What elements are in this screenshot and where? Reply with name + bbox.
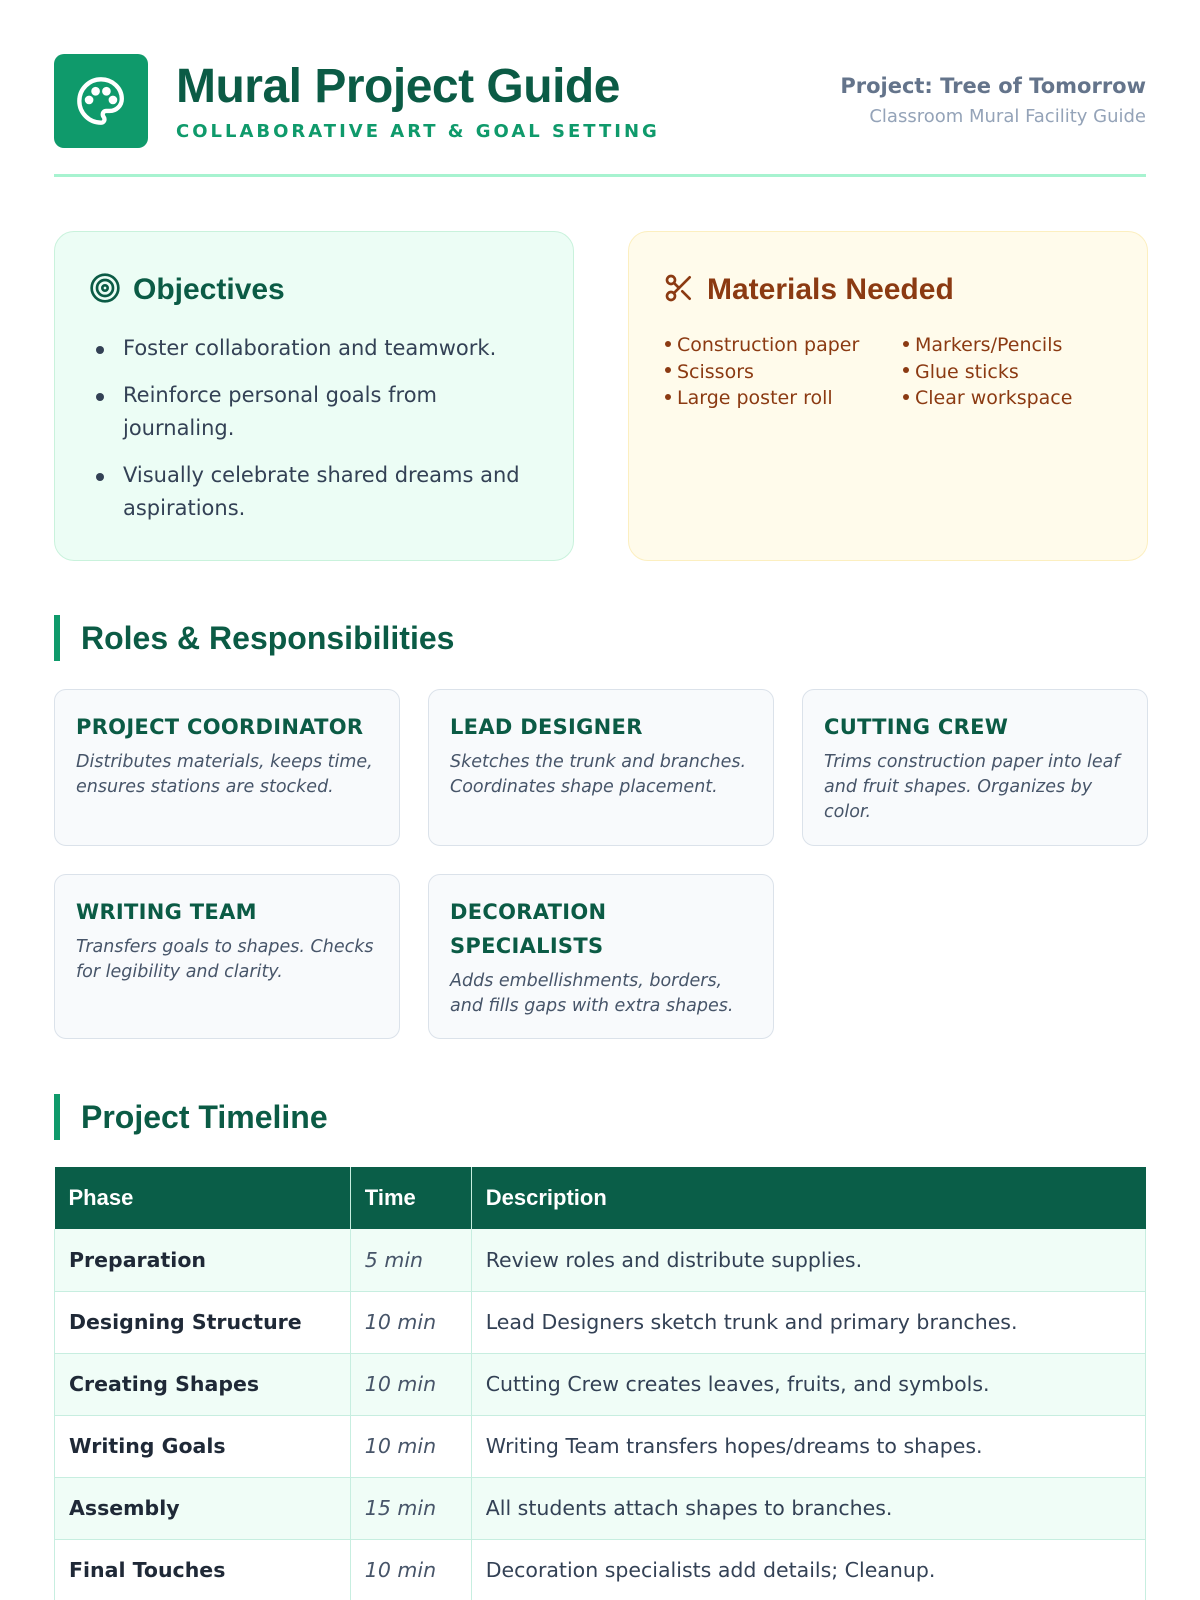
time-cell: 15 min	[350, 1477, 471, 1539]
objective-item: Foster collaboration and teamwork.	[95, 332, 535, 365]
timeline-table	[54, 1167, 1146, 1600]
role-description: Transfers goals to shapes. Checks for legibility and clarity.	[76, 937, 374, 982]
objectives-title: Objectives	[133, 273, 285, 306]
time-cell: 10 min	[350, 1415, 471, 1477]
objectives-heading	[89, 272, 285, 308]
role-card	[54, 689, 400, 846]
materials-list	[665, 332, 1133, 412]
phase-cell: Creating Shapes	[55, 1353, 351, 1415]
materials-heading	[663, 272, 954, 308]
table-row	[55, 1477, 1146, 1539]
description-cell: Cutting Crew creates leaves, fruits, and symbols.	[471, 1353, 1145, 1415]
table-header-row	[55, 1167, 1146, 1229]
objectives-card	[54, 231, 574, 561]
description-cell: Decoration specialists add details; Cleanup.	[471, 1539, 1145, 1600]
time-cell: 5 min	[350, 1229, 471, 1291]
time-cell: 10 min	[350, 1291, 471, 1353]
material-item: Construction paper	[665, 332, 903, 359]
material-item: Large poster roll	[665, 385, 903, 412]
phase-cell: Final Touches	[55, 1539, 351, 1600]
material-item: Markers/Pencils	[903, 332, 1133, 359]
role-description: Trims construction paper into leaf and fruit shapes. Organizes by color.	[824, 752, 1120, 822]
objective-item: Visually celebrate shared dreams and aspirations.	[95, 459, 535, 525]
materials-title: Materials Needed	[707, 273, 954, 306]
palette-icon	[54, 54, 148, 148]
page-subtitle: COLLABORATIVE ART & GOAL SETTING	[176, 121, 660, 142]
role-description: Adds embellishments, borders, and fills gaps with extra shapes.	[450, 971, 734, 1016]
timeline-section-heading	[54, 1094, 328, 1140]
target-icon	[89, 272, 121, 308]
page-header	[54, 54, 1146, 148]
role-card	[54, 874, 400, 1039]
role-description: Sketches the trunk and branches. Coordinates shape placement.	[450, 752, 747, 797]
description-cell: All students attach shapes to branches.	[471, 1477, 1145, 1539]
column-header-time: Time	[350, 1167, 471, 1229]
phase-cell: Designing Structure	[55, 1291, 351, 1353]
roles-section-heading	[54, 615, 454, 661]
role-card	[802, 689, 1148, 846]
phase-cell: Assembly	[55, 1477, 351, 1539]
column-header-phase: Phase	[55, 1167, 351, 1229]
time-cell: 10 min	[350, 1539, 471, 1600]
project-subtitle: Classroom Mural Facility Guide	[869, 106, 1146, 127]
description-cell: Writing Team transfers hopes/dreams to shapes.	[471, 1415, 1145, 1477]
time-cell: 10 min	[350, 1353, 471, 1415]
description-cell: Lead Designers sketch trunk and primary branches.	[471, 1291, 1145, 1353]
project-name: Project: Tree of Tomorrow	[840, 74, 1146, 98]
material-item: Glue sticks	[903, 359, 1133, 386]
phase-cell: Writing Goals	[55, 1415, 351, 1477]
materials-card	[628, 231, 1148, 561]
role-description: Distributes materials, keeps time, ensures stations are stocked.	[76, 752, 373, 797]
role-name: PROJECT COORDINATOR	[76, 715, 364, 739]
timeline-title: Project Timeline	[81, 1098, 328, 1135]
role-name: CUTTING CREW	[824, 715, 1009, 739]
objective-item: Reinforce personal goals from journaling.	[95, 379, 535, 445]
roles-title: Roles & Responsibilities	[81, 619, 455, 656]
column-header-description: Description	[471, 1167, 1145, 1229]
table-row	[55, 1353, 1146, 1415]
scissors-icon	[663, 272, 695, 308]
objectives-list	[95, 332, 535, 539]
role-card	[428, 689, 774, 846]
role-name: LEAD DESIGNER	[450, 715, 643, 739]
role-name: WRITING TEAM	[76, 900, 257, 924]
role-card	[428, 874, 774, 1039]
page-title: Mural Project Guide	[176, 60, 620, 113]
table-row	[55, 1415, 1146, 1477]
header-divider	[54, 174, 1146, 177]
table-row	[55, 1539, 1146, 1600]
table-row	[55, 1291, 1146, 1353]
table-row	[55, 1229, 1146, 1291]
material-item: Scissors	[665, 359, 903, 386]
material-item: Clear workspace	[903, 385, 1133, 412]
description-cell: Review roles and distribute supplies.	[471, 1229, 1145, 1291]
phase-cell: Preparation	[55, 1229, 351, 1291]
role-name: DECORATION SPECIALISTS	[450, 900, 607, 958]
